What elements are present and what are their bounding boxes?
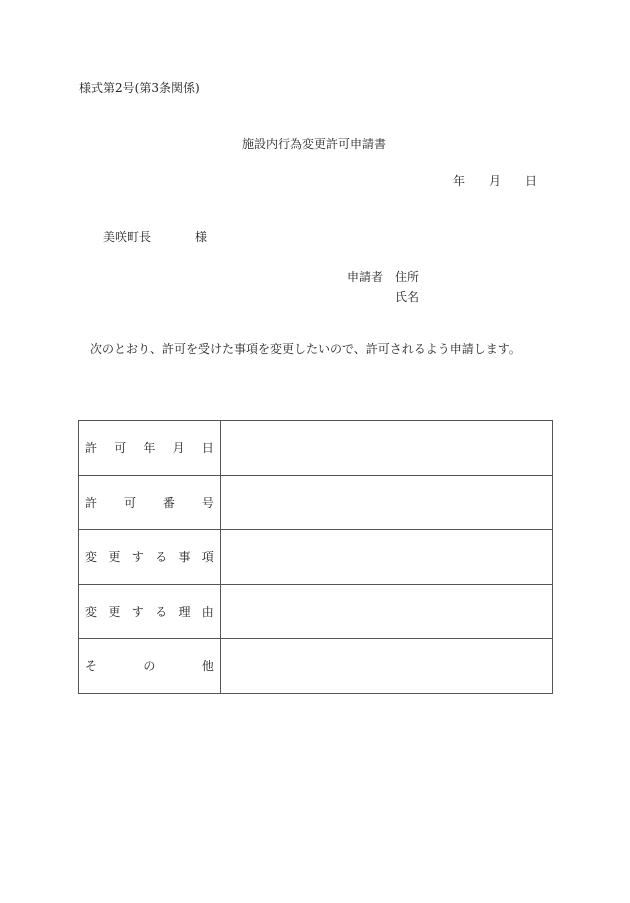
table-row	[79, 421, 553, 476]
date-month-label: 月	[489, 174, 502, 188]
applicant-address-label: 住所	[395, 270, 420, 284]
addressee-name: 美咲町長	[103, 230, 152, 244]
row-label	[85, 439, 214, 456]
row-label-char: 可	[114, 441, 127, 456]
row-label-char: る	[155, 550, 168, 565]
row-label-char: す	[131, 550, 144, 565]
row-label-char: 可	[123, 495, 136, 510]
row-label-char: の	[143, 659, 156, 674]
row-label-char: 日	[201, 441, 214, 456]
document-title: 施設内行為変更許可申請書	[242, 137, 387, 151]
row-value-field[interactable]	[220, 530, 552, 585]
row-label-char: 変	[85, 550, 98, 565]
row-value-field[interactable]	[220, 584, 552, 639]
applicant-label: 申請者	[347, 270, 384, 284]
table-row	[79, 584, 553, 639]
table-row	[79, 530, 553, 585]
row-label-cell	[79, 584, 221, 639]
table-row	[79, 475, 553, 530]
application-statement: 次のとおり、許可を受けた事項を変更したいので、許可されるよう申請します。	[90, 342, 521, 356]
applicant-block	[347, 267, 419, 307]
row-label-char: 事	[178, 550, 191, 565]
row-label-char: 更	[108, 604, 121, 619]
applicant-name-label: 氏名	[395, 290, 420, 304]
row-label-char: 号	[201, 495, 214, 510]
row-label-cell	[79, 475, 221, 530]
row-label-char: 他	[201, 659, 214, 674]
row-label-char: 月	[172, 441, 185, 456]
row-label-cell	[79, 530, 221, 585]
row-label-cell	[79, 421, 221, 476]
application-table	[78, 420, 553, 694]
row-label	[85, 603, 214, 620]
row-value-field[interactable]	[220, 475, 552, 530]
date-year-label: 年	[453, 174, 466, 188]
row-label-char: る	[155, 604, 168, 619]
row-label-char: 年	[143, 441, 156, 456]
row-label-cell	[79, 639, 221, 694]
row-label-char: 項	[201, 550, 214, 565]
row-label-char: 由	[201, 604, 214, 619]
row-label-char: 許	[85, 441, 98, 456]
date-line	[453, 174, 537, 188]
row-value-field[interactable]	[220, 421, 552, 476]
date-day-label: 日	[525, 174, 538, 188]
row-label	[85, 548, 214, 565]
row-label	[85, 657, 214, 674]
row-label-char: そ	[85, 659, 98, 674]
form-number: 様式第2号(第3条関係)	[79, 81, 200, 95]
addressee	[103, 230, 207, 244]
row-label-char: 更	[108, 550, 121, 565]
row-label-char: す	[131, 604, 144, 619]
row-label	[85, 494, 214, 511]
row-value-field[interactable]	[220, 639, 552, 694]
row-label-char: 理	[178, 604, 191, 619]
row-label-char: 番	[162, 495, 175, 510]
addressee-honorific: 様	[195, 230, 208, 244]
row-label-char: 変	[85, 604, 98, 619]
row-label-char: 許	[85, 495, 98, 510]
table-row	[79, 639, 553, 694]
